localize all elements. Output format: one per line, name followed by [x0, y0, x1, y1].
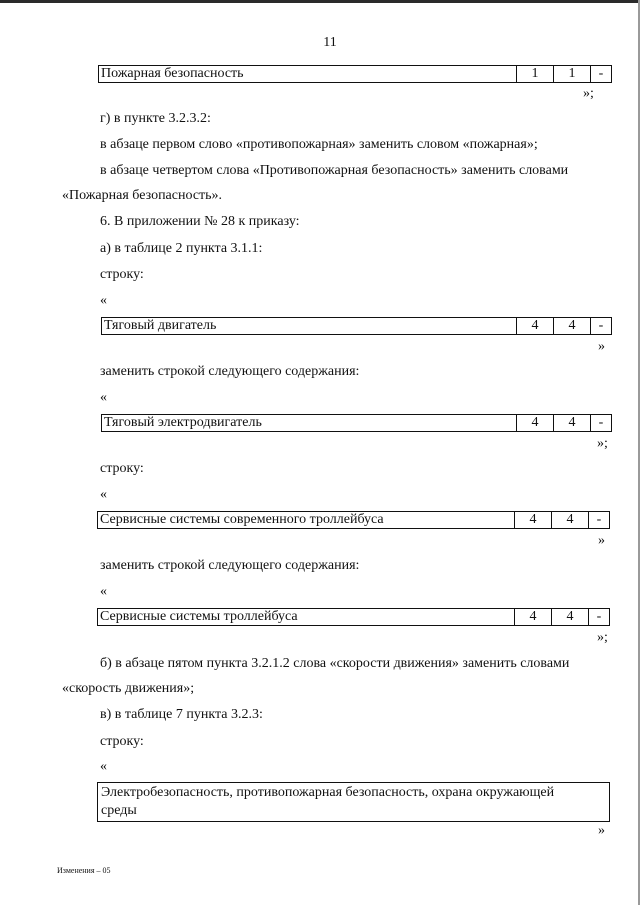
paragraph-v: в) в таблице 7 пункта 3.2.3:: [100, 707, 263, 722]
opening-quote: «: [100, 584, 107, 599]
table-row-traction-motor: [101, 317, 612, 335]
label-replace: заменить строкой следующего содержания:: [100, 558, 360, 573]
label-stroku: строку:: [100, 461, 144, 476]
paragraph-abzac-1: в абзаце первом слово «противопожарная» заменить словом «пожарная»;: [100, 137, 538, 152]
closing-quote: »;: [583, 86, 594, 101]
table-cell-value: 4: [516, 318, 553, 334]
opening-quote: «: [100, 759, 107, 774]
table-cell-name: Пожарная безопасность: [101, 66, 244, 81]
table-row-fire-safety: [98, 65, 612, 83]
page-number: 11: [323, 35, 337, 50]
table-cell-value: 1: [516, 66, 553, 82]
table-cell-name: Сервисные системы троллейбуса: [100, 609, 298, 624]
table-cell-name-line2: среды: [101, 803, 137, 818]
paragraph-g: г) в пункте 3.2.3.2:: [100, 111, 211, 126]
paragraph-b-line2: «скорость движения»;: [62, 681, 195, 696]
table-cell-value: 4: [514, 512, 551, 528]
table-cell-name: Тяговый двигатель: [104, 318, 217, 333]
table-cell-name: Тяговый электродвигатель: [104, 415, 262, 430]
table-cell-dash: -: [590, 415, 611, 431]
top-edge-rule: [0, 0, 640, 3]
closing-quote: »: [598, 339, 605, 354]
label-stroku: строку:: [100, 267, 144, 282]
opening-quote: «: [100, 293, 107, 308]
table-cell-dash: -: [590, 318, 611, 334]
closing-quote: »;: [597, 630, 608, 645]
closing-quote: »: [598, 823, 605, 838]
paragraph-b-line1: б) в абзаце пятом пункта 3.2.1.2 слова «скорости движения» заменить словами: [100, 656, 570, 671]
table-cell-value: 4: [553, 415, 590, 431]
label-replace: заменить строкой следующего содержания:: [100, 364, 360, 379]
table-cell-dash: -: [590, 66, 611, 82]
closing-quote: »;: [597, 436, 608, 451]
table-row-electrical-safety: [97, 782, 610, 822]
paragraph-a: а) в таблице 2 пункта 3.1.1:: [100, 241, 263, 256]
table-cell-value: 4: [514, 609, 551, 625]
table-cell-name-line1: Электробезопасность, противопожарная безопасность, охрана окружающей: [101, 785, 555, 800]
paragraph-appendix-28: 6. В приложении № 28 к приказу:: [100, 214, 300, 229]
table-cell-value: 4: [551, 609, 588, 625]
paragraph-abzac-4-line2: «Пожарная безопасность».: [62, 188, 223, 203]
footer-revision: Изменения – 05: [57, 866, 111, 875]
table-row-modern-trolleybus-systems: [97, 511, 610, 529]
table-cell-name: Сервисные системы современного троллейбуса: [100, 512, 384, 527]
label-stroku: строку:: [100, 734, 144, 749]
closing-quote: »: [598, 533, 605, 548]
opening-quote: «: [100, 390, 107, 405]
paragraph-abzac-4-line1: в абзаце четвертом слова «Противопожарная безопасность» заменить словами: [100, 163, 569, 178]
table-cell-dash: -: [588, 512, 609, 528]
table-row-trolleybus-systems: [97, 608, 610, 626]
table-row-traction-electromotor: [101, 414, 612, 432]
opening-quote: «: [100, 487, 107, 502]
table-cell-dash: -: [588, 609, 609, 625]
table-cell-value: 1: [553, 66, 590, 82]
table-cell-value: 4: [551, 512, 588, 528]
table-cell-value: 4: [553, 318, 590, 334]
table-cell-value: 4: [516, 415, 553, 431]
